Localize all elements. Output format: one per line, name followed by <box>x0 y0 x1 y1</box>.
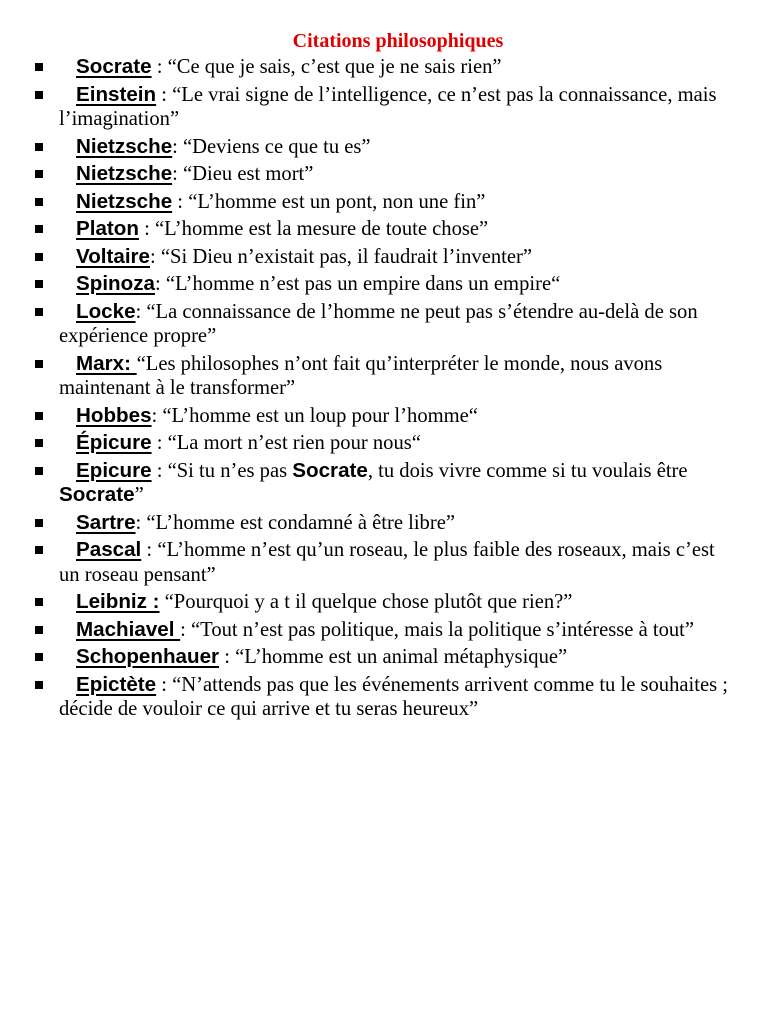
quote-item <box>0 618 768 643</box>
quote-text-segment: “Si tu n’es pas <box>167 459 293 482</box>
quote-author: Platon <box>76 217 139 240</box>
quote-author: Locke <box>76 299 136 323</box>
square-bullet-icon <box>35 280 43 288</box>
square-bullet-icon <box>35 467 43 475</box>
quote-item <box>0 272 768 297</box>
quote-text: “Le vrai signe de l’intelligence, ce n’est pas la connaissance, mais l’imagination” <box>59 83 717 130</box>
quote-item <box>0 55 768 80</box>
quote-text: “L’homme n’est pas un empire dans un empire“ <box>165 273 561 295</box>
quote-author: Einstein <box>76 82 157 106</box>
quote-separator: : <box>156 673 173 696</box>
quote-author: Sartre <box>76 510 136 534</box>
document-title: Citations philosophiques <box>292 30 504 52</box>
quote-item <box>0 83 768 132</box>
square-bullet-icon <box>35 598 43 606</box>
quote-emphasis: Socrate <box>59 483 135 506</box>
square-bullet-icon <box>35 439 43 447</box>
quote-text-segment: ” <box>134 484 144 506</box>
quote-item <box>0 135 768 160</box>
quote-author: Epictète <box>76 672 157 696</box>
square-bullet-icon <box>35 170 43 178</box>
quote-text: “La connaissance de l’homme ne peut pas s’étendre au-delà de son expérience propre” <box>59 300 698 347</box>
quote-author: Nietzsche <box>76 189 173 213</box>
quote-text: “L’homme n’est qu’un roseau, le plus faible des roseaux, mais c’est un roseau pensant” <box>59 539 715 586</box>
quote-item <box>0 538 768 587</box>
square-bullet-icon <box>35 91 43 99</box>
quote-item <box>0 162 768 187</box>
square-bullet-icon <box>35 63 43 71</box>
quote-emphasis: Socrate <box>292 458 368 482</box>
quote-separator: : <box>135 511 147 534</box>
quote-separator: : <box>172 163 184 185</box>
square-bullet-icon <box>35 519 43 527</box>
square-bullet-icon <box>35 198 43 206</box>
quote-author: Marx: <box>76 351 137 375</box>
quote-separator: : <box>219 646 236 668</box>
quote-separator: : <box>150 245 161 268</box>
quote-separator: : <box>151 459 168 482</box>
quote-text: “L’homme est un loup pour l’homme“ <box>162 404 478 427</box>
quote-item <box>0 352 768 401</box>
quote-text: “Dieu est mort” <box>183 163 314 185</box>
quote-author: Spinoza <box>76 272 155 295</box>
square-bullet-icon <box>35 143 43 151</box>
quote-text: “L’homme est un animal métaphysique” <box>235 646 568 668</box>
quote-author: Leibniz : <box>76 590 160 613</box>
quote-item <box>0 190 768 215</box>
quote-author: Hobbes <box>76 403 152 427</box>
quote-separator: : <box>172 135 184 158</box>
quote-separator: : <box>172 190 189 213</box>
square-bullet-icon <box>35 225 43 233</box>
quote-text: “Deviens ce que tu es” <box>183 135 371 158</box>
quote-text: “Tout n’est pas politique, mais la politique s’intéresse à tout” <box>191 618 695 641</box>
quote-text-segment: , tu dois vivre comme si tu voulais être <box>367 459 688 482</box>
quote-separator: : <box>141 539 158 561</box>
quote-author: Nietzsche <box>76 134 173 158</box>
quote-author: Voltaire <box>76 244 151 268</box>
square-bullet-icon <box>35 412 43 420</box>
quote-item <box>0 590 768 615</box>
quote-text: “L’homme est la mesure de toute chose” <box>154 218 489 240</box>
quote-author: Machiavel <box>76 617 181 641</box>
square-bullet-icon <box>35 308 43 316</box>
quote-item <box>0 511 768 536</box>
quote-separator: : <box>138 218 155 240</box>
square-bullet-icon <box>35 546 43 554</box>
quote-text: “Si Dieu n’existait pas, il faudrait l’inventer” <box>160 245 533 268</box>
quote-author: Nietzsche <box>76 162 173 185</box>
quote-separator: : <box>151 404 163 427</box>
square-bullet-icon <box>35 626 43 634</box>
quote-list <box>0 55 768 725</box>
quote-author: Schopenhauer <box>76 645 220 668</box>
quote-text: “L’homme est un pont, non une fin” <box>188 190 486 213</box>
quote-item <box>0 431 768 456</box>
quote-author: Pascal <box>76 538 142 561</box>
quote-separator: : <box>151 56 168 78</box>
quote-text: “Pourquoi y a t il quelque chose plutôt que rien?” <box>164 591 573 613</box>
quote-item <box>0 217 768 242</box>
quote-text: “La mort n’est rien pour nous“ <box>167 432 421 454</box>
quote-item <box>0 245 768 270</box>
quote-separator: : <box>135 300 147 323</box>
quote-author: Socrate <box>76 55 152 78</box>
quote-item <box>0 404 768 429</box>
quote-item <box>0 300 768 349</box>
quote-text: “Les philosophes n’ont fait qu’interpréter le monde, nous avons maintenant à le transformer” <box>59 352 663 399</box>
quote-item <box>0 645 768 670</box>
square-bullet-icon <box>35 681 43 689</box>
quote-author: Épicure <box>76 431 152 454</box>
quote-text: “Ce que je sais, c’est que je ne sais rien” <box>167 56 502 78</box>
square-bullet-icon <box>35 253 43 261</box>
quote-text: “L’homme est condamné à être libre” <box>146 511 455 534</box>
quote-item <box>0 673 768 722</box>
square-bullet-icon <box>35 360 43 368</box>
quote-separator: : <box>154 273 166 295</box>
quote-separator: : <box>180 618 192 641</box>
quote-item <box>0 459 768 508</box>
square-bullet-icon <box>35 653 43 661</box>
quote-separator: : <box>156 83 173 106</box>
quote-separator: : <box>151 432 168 454</box>
quote-text: “N’attends pas que les événements arrivent comme tu le souhaites ; décide de vouloir ce qui arrive et tu seras heureux” <box>59 673 729 720</box>
quote-author: Epicure <box>76 458 152 482</box>
